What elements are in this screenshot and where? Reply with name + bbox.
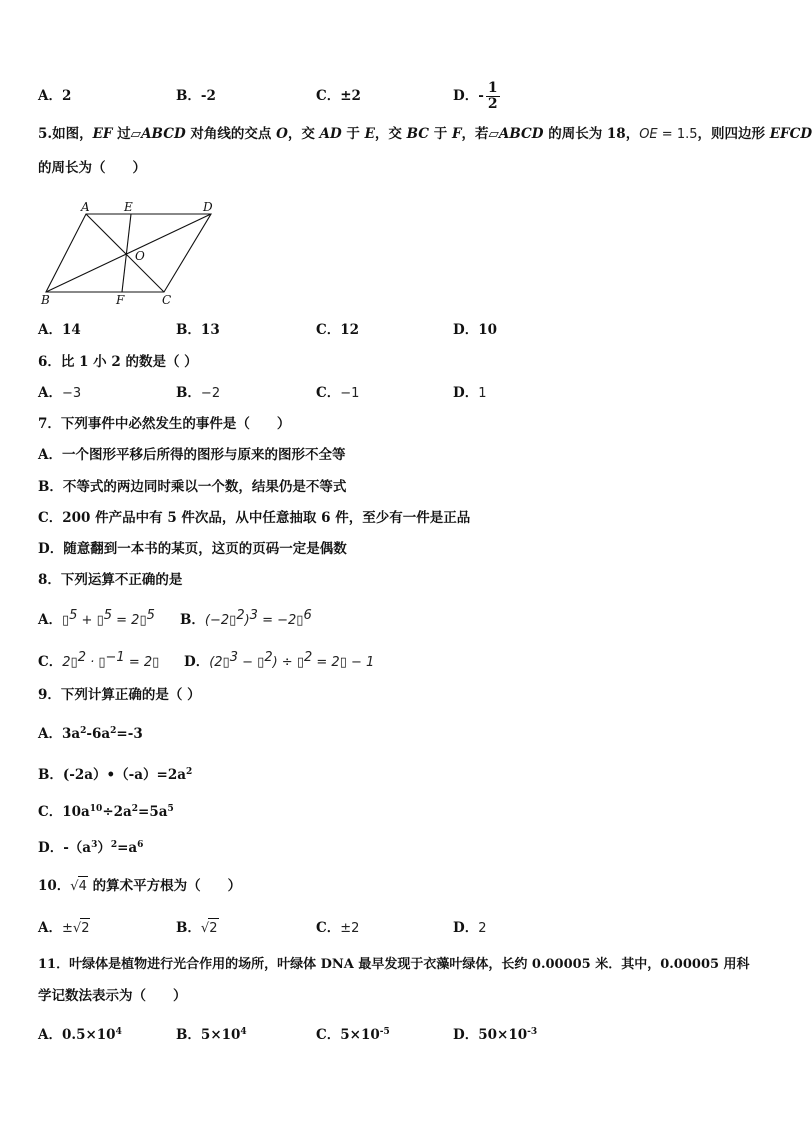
fraction: $\frac{1}{2}$ [487, 80, 498, 112]
q11-option-a: A．$0.5\times 10^4$ [38, 1027, 122, 1043]
q10-option-d: D．2 [453, 920, 487, 936]
q6-stem: 6．比 1 小 2 的数是（ ） [38, 354, 198, 370]
q6-option-d: D．1 [453, 385, 487, 401]
label-o: O [135, 249, 145, 263]
q9-stem: 9．下列计算正确的是（ ） [38, 687, 201, 703]
q9-option-a: A．$3a^2-6a^2=-3$ [38, 726, 143, 742]
q11-stem-line2: 学记数法表示为（ ） [38, 988, 187, 1004]
radical-sign: √ [70, 879, 79, 894]
q4-option-d: D．- $\frac{1}{2}$ [453, 80, 498, 112]
q7-option-c: C．200 件产品中有 5 件次品，从中任意抽取 6 件，至少有一件是正品 [38, 510, 471, 526]
label-d: D [203, 200, 213, 214]
q11-option-c: C．$5\times 10^{-5}$ [316, 1027, 390, 1043]
q5-stem-line1: 5.如图，EF 过▱ABCD 对角线的交点 O，交 AD 于 E，交 BC 于 F，若▱ABCD 的周长为 18，OE = 1.5，则四边形 EFCD [38, 126, 812, 142]
q7-option-a: A．一个图形平移后所得的图形与原来的图形不全等 [38, 447, 346, 463]
q10-stem: 10．√4 的算术平方根为（ ） [38, 876, 241, 897]
q8-option-d: D．(2▯$^3$ − ▯$^2$) ÷ ▯$^2$ = 2▯ − 1 [184, 650, 375, 670]
q8-stem: 8．下列运算不正确的是 [38, 572, 183, 588]
q9-option-b: B．$(-2a)•(-a)=2a^2$ [38, 767, 193, 783]
label-b: B [41, 293, 50, 307]
q4-option-b: B．-2 [176, 88, 216, 104]
q7-stem: 7．下列事件中必然发生的事件是（ ） [38, 416, 291, 432]
q8-option-b: B．(−2▯$^2$)$^3$ = −2▯$^6$ [180, 608, 312, 628]
q6-option-c: C．−1 [316, 385, 360, 401]
q5-option-a: A．14 [38, 322, 81, 338]
q9-option-c: C．$10a^{10}\div 2a^2=5a^5$ [38, 804, 174, 820]
diagonal-ac [86, 214, 164, 292]
q8-option-a: A．▯$^5$ + ▯$^5$ = 2▯$^5$ [38, 608, 155, 628]
q11-option-d: D．$50\times 10^{-3}$ [453, 1027, 538, 1043]
label-e: E [124, 200, 133, 214]
q6-option-a: A．−3 [38, 385, 82, 401]
q5-stem-line2: 的周长为（ ） [38, 160, 146, 176]
q7-option-d: D．随意翻到一本书的某页，这页的页码一定是偶数 [38, 541, 347, 557]
q10-option-a: A．±√2 [38, 918, 90, 939]
q4-option-a: A．2 [38, 88, 72, 104]
label-a: A [81, 200, 90, 214]
radical-sign: √ [72, 921, 82, 936]
radical-sign: √ [200, 921, 210, 936]
q6-option-b: B．−2 [176, 385, 221, 401]
q11-option-b: B．$5\times 10^4$ [176, 1027, 247, 1043]
label-f: F [116, 293, 125, 307]
q5-option-c: C．12 [316, 322, 360, 338]
q8-option-c: C．2▯$^2$ · ▯$^{-1}$ = 2▯ [38, 650, 160, 670]
q5-option-b: B．13 [176, 322, 220, 338]
q10-option-b: B．√2 [176, 918, 219, 939]
q10-option-c: C．±2 [316, 920, 360, 936]
q7-option-b: B．不等式的两边同时乘以一个数，结果仍是不等式 [38, 479, 347, 495]
label-c: C [162, 293, 172, 307]
q9-option-d: D．$-(a^3)^2=a^6$ [38, 840, 144, 856]
q5-option-d: D．10 [453, 322, 498, 338]
q4-option-c: C．±2 [316, 88, 361, 104]
parallelogram-figure [36, 199, 226, 309]
diagonal-bd [46, 214, 211, 292]
q11-stem-line1: 11．叶绿体是植物进行光合作用的场所，叶绿体 DNA 最早发现于衣藻叶绿体，长约 0.00005 米．其中，0.00005 用科 [38, 957, 750, 972]
